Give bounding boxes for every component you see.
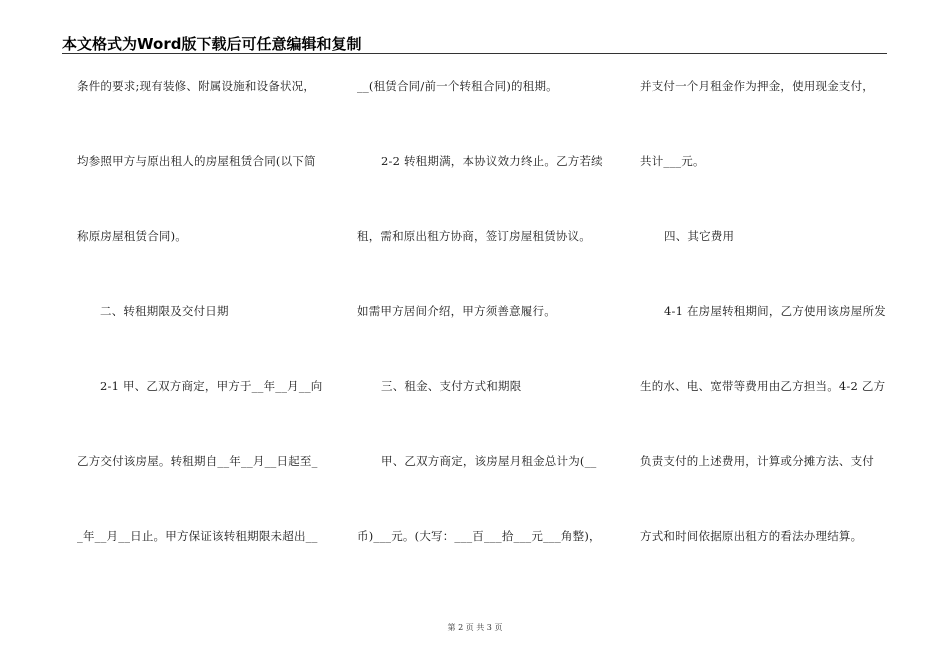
document-header-title: 本文格式为Word版下载后可任意编辑和复制 [62, 35, 362, 53]
text-line: 2-1 甲、乙双方商定，甲方于__年__月__向 [100, 379, 323, 393]
header-divider [62, 53, 887, 54]
text-column-1 [77, 76, 345, 601]
text-line: 条件的要求;现有装修、附属设施和设备状况， [77, 79, 316, 93]
text-line: __(租赁合同/前一个转租合同)的租期。 [357, 79, 558, 93]
section-heading: 二、转租期限及交付日期 [100, 304, 229, 318]
text-line: 2-2 转租期满，本协议效力终止。乙方若续 [381, 154, 603, 168]
text-line: 负责支付的上述费用，计算或分摊方法、支付 [640, 454, 874, 468]
text-line: _年__月__日止。甲方保证该转租期限未超出__ [77, 529, 318, 543]
text-column-2 [357, 76, 625, 601]
text-column-3 [640, 76, 908, 601]
text-line: 币)___元。(大写：___百___拾___元___角整)， [357, 529, 601, 543]
text-line: 方式和时间依据原出租方的看法办理结算。 [640, 529, 863, 543]
page-number: 第 2 页 共 3 页 [447, 623, 503, 632]
text-line: 共计___元。 [640, 154, 705, 168]
text-line: 均参照甲方与原出租人的房屋租赁合同(以下简 [77, 154, 316, 168]
text-line: 生的水、电、宽带等费用由乙方担当。4-2 乙方 [640, 379, 886, 393]
text-line: 甲、乙双方商定，该房屋月租金总计为(__ [381, 454, 597, 468]
text-line: 称原房屋租赁合同)。 [77, 229, 187, 243]
text-line: 4-1 在房屋转租期间，乙方使用该房屋所发 [664, 304, 886, 318]
text-line: 租，需和原出租方协商，签订房屋租赁协议。 [357, 229, 591, 243]
text-line: 并支付一个月租金作为押金，使用现金支付， [640, 79, 874, 93]
text-line: 乙方交付该房屋。转租期自__年__月__日起至_ [77, 454, 318, 468]
section-heading: 四、其它费用 [664, 229, 735, 243]
section-heading: 三、租金、支付方式和期限 [381, 379, 522, 393]
text-line: 如需甲方居间介绍，甲方须善意履行。 [357, 304, 556, 318]
